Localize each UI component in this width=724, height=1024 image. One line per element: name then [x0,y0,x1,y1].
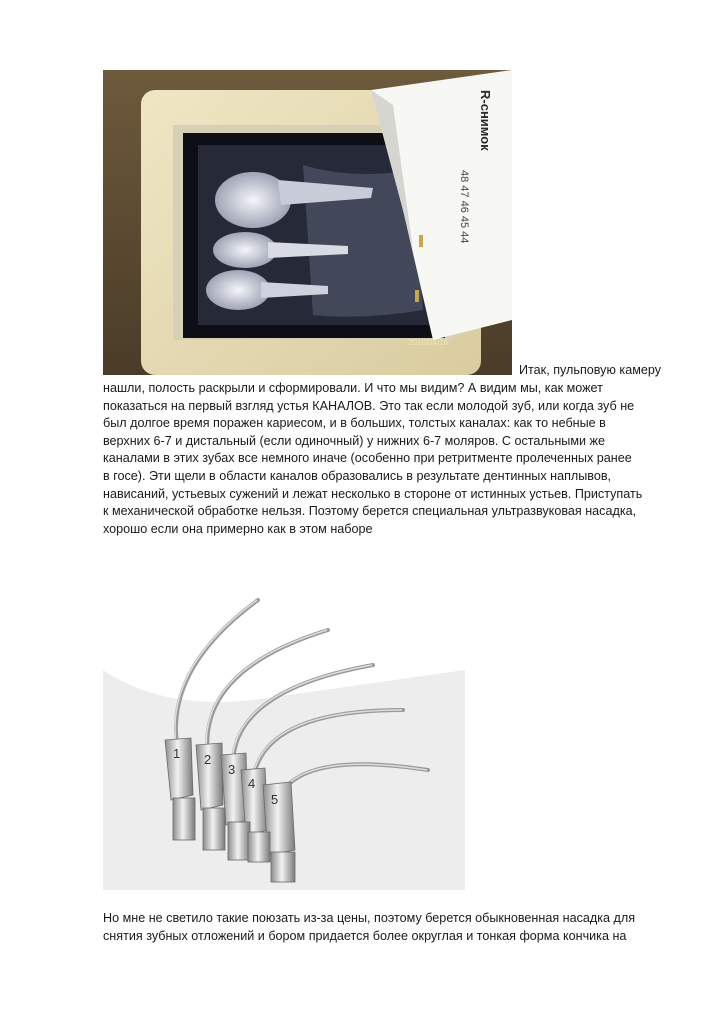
paragraph2-line: снятия зубных отложений и бором придается более округлая и тонкая форма кончика на [103,928,627,943]
tip-label-2: 2 [204,752,212,767]
tip-label-3: 3 [228,762,236,777]
tip-label-4: 4 [248,776,256,791]
date-stamp: 2010/04/16 [408,338,449,347]
paragraph1-first-line: Итак, пульповую камеру [519,363,662,377]
film-brand-label: R-снимок [478,90,493,151]
paragraph1-line: хорошо если она примерно как в этом наборе [103,521,373,536]
tip-label-1: 1 [173,746,181,761]
paragraph1-line: показаться на первый взгляд устья КАНАЛОВ. Это так если молодой зуб, или когда зуб не [103,398,635,413]
paragraph2 [103,910,673,945]
paragraph1-line: был долгое время поражен кариесом, и в больших, толстых каналах: как то небные в [103,416,606,431]
ultrasonic-tips-photo [103,560,465,890]
paragraph1-line: в госе). Эти щели в области каналов образовались в результате дентинных наплывов, [103,468,612,483]
paragraph1 [103,380,673,538]
paragraph1-line: каналами в этих зубах все немного иначе (особенно при ретритменте пролеченных ранее [103,451,632,466]
tip-label-5: 5 [271,792,279,807]
xray-photo [103,70,512,375]
paragraph1-line: к механической обработке нельзя. Поэтому берется специальная ультразвуковая насадка, [103,504,637,519]
paragraph1-line: нашли, полость раскрыли и сформировали. И что мы видим? А видим мы, как может [103,381,603,395]
paragraph1-line: нависаний, устьевых сужений и лежат несколько в стороне от истинных устьев. Приступать [103,486,643,501]
film-numbers-label: 48 47 46 45 44 [458,170,470,244]
paragraph1-line: верхних 6-7 и дистальный (если одиночный) у нижних 6-7 моляров. С остальными же [103,433,605,448]
paragraph2-line: Но мне не светило такие поюзать из-за цены, поэтому берется обыкновенная насадка для [103,911,636,925]
